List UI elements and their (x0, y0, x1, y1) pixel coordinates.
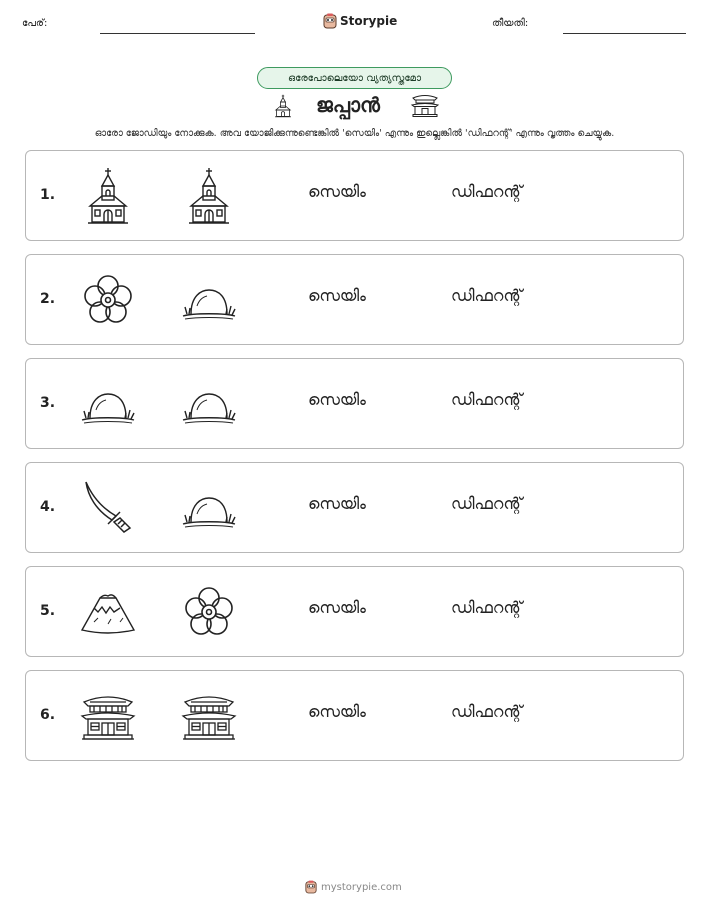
name-field-line[interactable] (100, 33, 255, 34)
same-option[interactable]: സെയിം (308, 182, 366, 201)
question-row (25, 566, 684, 657)
brand-name: Storypie (340, 14, 398, 28)
flower-icon (179, 582, 239, 642)
same-option[interactable]: സെയിം (308, 494, 366, 513)
instructions: ഓരോ ജോഡിയും നോക്കുക. അവ യോജിക്കുന്നുണ്ടെങ്കിൽ 'സെയിം' എന്നും ഇല്ലെങ്കിൽ 'ഡിഫറന്റ്' എന്നും വൃത്തം ചെയ്യുക. (94, 128, 615, 139)
different-option[interactable]: ഡിഫറന്റ് (451, 598, 523, 617)
church-icon (271, 90, 295, 126)
mountain-icon (78, 582, 138, 642)
question-row (25, 358, 684, 449)
different-option[interactable]: ഡിഫറന്റ് (451, 702, 523, 721)
footer-url[interactable]: mystorypie.com (321, 881, 402, 893)
storypie-mascot-icon (305, 880, 317, 894)
date-label: തീയതി: (492, 18, 529, 29)
question-number: 4. (40, 499, 56, 515)
church-icon (179, 166, 239, 226)
question-number: 1. (40, 187, 56, 203)
worksheet-type-badge: ഒരേപോലെയോ വ്യത്യസ്തമോ (257, 67, 452, 89)
different-option[interactable]: ഡിഫറന്റ് (451, 390, 523, 409)
rock-icon (179, 478, 239, 538)
question-number: 3. (40, 395, 56, 411)
temple-icon (78, 686, 138, 746)
date-field-line[interactable] (563, 33, 686, 34)
question-row (25, 670, 684, 761)
question-number: 6. (40, 707, 56, 723)
flower-icon (78, 270, 138, 330)
temple-icon (179, 686, 239, 746)
rock-icon (179, 374, 239, 434)
different-option[interactable]: ഡിഫറന്റ് (451, 494, 523, 513)
sword-icon (78, 478, 138, 538)
same-option[interactable]: സെയിം (308, 286, 366, 305)
rock-icon (78, 374, 138, 434)
different-option[interactable]: ഡിഫറന്റ് (451, 286, 523, 305)
question-number: 2. (40, 291, 56, 307)
same-option[interactable]: സെയിം (308, 702, 366, 721)
storypie-mascot-icon (323, 13, 337, 29)
title-row (0, 90, 709, 122)
same-option[interactable]: സെയിം (308, 598, 366, 617)
footer (305, 880, 402, 894)
question-row (25, 150, 684, 241)
question-row (25, 254, 684, 345)
church-icon (78, 166, 138, 226)
brand-logo (323, 13, 397, 29)
question-row (25, 462, 684, 553)
question-number: 5. (40, 603, 56, 619)
rock-icon (179, 270, 239, 330)
temple-icon (410, 90, 440, 124)
same-option[interactable]: സെയിം (308, 390, 366, 409)
different-option[interactable]: ഡിഫറന്റ് (451, 182, 523, 201)
name-label: പേര്: (22, 18, 48, 29)
page-title: ജപ്പാൻ (316, 93, 380, 117)
